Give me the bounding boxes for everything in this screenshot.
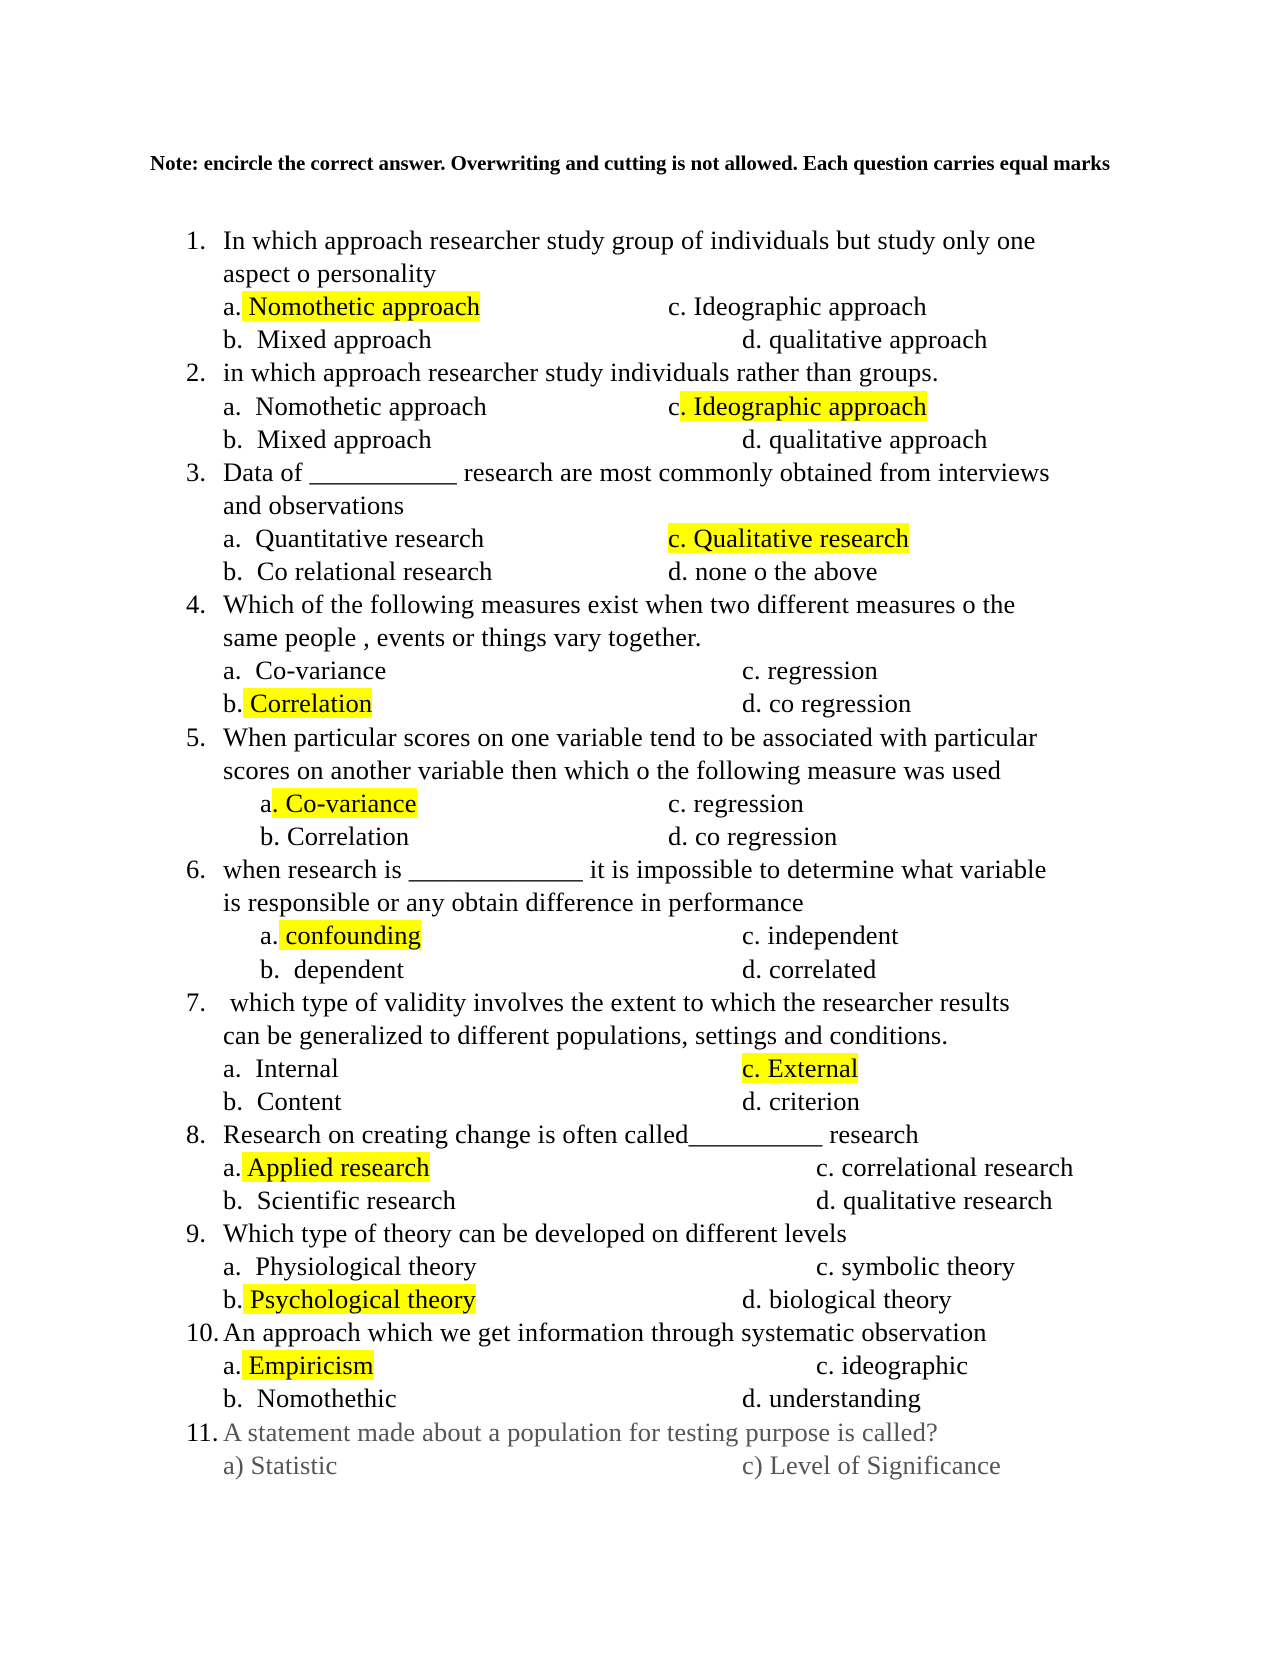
option-d: d. co regression: [668, 821, 838, 851]
option-c: c. correlational research: [816, 1152, 1074, 1182]
option-c: [742, 1052, 858, 1085]
option-a: [260, 787, 417, 820]
option-a-prefix: a.: [223, 1350, 242, 1380]
question-text-line-1: When particular scores on one variable tend to be associated with particular: [223, 722, 1038, 752]
correct-answer-highlight: . Co-variance: [271, 788, 417, 818]
question-text-line-2: aspect o personality: [223, 258, 437, 288]
question-text-line-1: which type of validity involves the extent to which the researcher results: [223, 987, 1010, 1017]
option-c: c) Level of Significance: [742, 1450, 1001, 1480]
question-number: 10.: [186, 1317, 220, 1347]
option-b: b. Mixed approach: [223, 324, 432, 354]
question-text-line-1: A statement made about a population for testing purpose is called?: [223, 1417, 938, 1447]
question-text-line-2: same people , events or things vary together.: [223, 622, 702, 652]
question-text-line-1: when research is _____________ it is impossible to determine what variable: [223, 854, 1047, 884]
option-a-prefix: a: [260, 788, 272, 818]
question-text-line-1: An approach which we get information through systematic observation: [223, 1317, 987, 1347]
question-text-line-1: In which approach researcher study group of individuals but study only one: [223, 225, 1036, 255]
option-b: b. Mixed approach: [223, 424, 432, 454]
question-number: 5.: [186, 722, 207, 752]
correct-answer-highlight: c. Qualitative research: [668, 523, 910, 553]
option-b-prefix: b.: [223, 688, 244, 718]
option-c: c. symbolic theory: [816, 1251, 1016, 1281]
option-d: d. co regression: [742, 688, 912, 718]
correct-answer-highlight: Applied research: [241, 1152, 430, 1182]
question-number: 8.: [186, 1119, 207, 1149]
correct-answer-highlight: Nomothetic approach: [241, 291, 481, 321]
option-a: [223, 290, 480, 323]
question-text-line-2: and observations: [223, 490, 405, 520]
question-number: 11.: [186, 1417, 219, 1447]
option-b-prefix: b.: [223, 1284, 244, 1314]
option-a: a. Nomothetic approach: [223, 391, 487, 421]
option-d: d. qualitative approach: [742, 424, 988, 454]
option-d: d. correlated: [742, 954, 877, 984]
option-a-prefix: a.: [223, 1152, 242, 1182]
question-number: 1.: [186, 225, 207, 255]
option-a: a. Quantitative research: [223, 523, 485, 553]
correct-answer-highlight: Psychological theory: [243, 1284, 476, 1314]
question-number: 4.: [186, 589, 207, 619]
option-c: c. ideographic: [816, 1350, 969, 1380]
option-a: a. Physiological theory: [223, 1251, 477, 1281]
option-b: b. Scientific research: [223, 1185, 457, 1215]
option-c: c. independent: [742, 920, 899, 950]
question-number: 7.: [186, 987, 207, 1017]
option-a: a) Statistic: [223, 1450, 338, 1480]
option-b: b. Nomothethic: [223, 1383, 397, 1413]
option-b: b. dependent: [260, 954, 404, 984]
correct-answer-highlight: c. External: [742, 1053, 859, 1083]
option-b: b. Co relational research: [223, 556, 493, 586]
option-b: [223, 1283, 476, 1316]
question-text-line-2: scores on another variable then which o the following measure was used: [223, 755, 1002, 785]
question-text-line-1: Research on creating change is often called__________ research: [223, 1119, 919, 1149]
question-number: 3.: [186, 457, 207, 487]
question-number: 2.: [186, 357, 207, 387]
option-c-prefix: c: [668, 391, 680, 421]
question-text-line-2: can be generalized to different populations, settings and conditions.: [223, 1020, 949, 1050]
option-d: d. biological theory: [742, 1284, 952, 1314]
question-text-line-1: in which approach researcher study individuals rather than groups.: [223, 357, 939, 387]
question-text-line-1: Which type of theory can be developed on different levels: [223, 1218, 847, 1248]
question-number: 6.: [186, 854, 207, 884]
correct-answer-highlight: Empiricism: [241, 1350, 374, 1380]
option-d: d. qualitative approach: [742, 324, 988, 354]
question-text-line-1: Which of the following measures exist when two different measures o the: [223, 589, 1016, 619]
question-text-line-2: is responsible or any obtain difference in performance: [223, 887, 804, 917]
option-a: a. Co-variance: [223, 655, 387, 685]
option-b: b. Content: [223, 1086, 342, 1116]
correct-answer-highlight: confounding: [278, 920, 422, 950]
option-a: [260, 919, 421, 952]
option-a: a. Internal: [223, 1053, 339, 1083]
option-d: d. understanding: [742, 1383, 922, 1413]
option-a-prefix: a.: [223, 291, 242, 321]
correct-answer-highlight: Correlation: [243, 688, 373, 718]
option-c: c. Ideographic approach: [668, 291, 927, 321]
option-a: [223, 1349, 374, 1382]
option-c: c. regression: [742, 655, 878, 685]
question-text-line-1: Data of ___________ research are most commonly obtained from interviews: [223, 457, 1050, 487]
option-c: [668, 390, 927, 423]
question-number: 9.: [186, 1218, 207, 1248]
option-a-prefix: a.: [260, 920, 279, 950]
option-c: [668, 522, 909, 555]
option-b: b. Correlation: [260, 821, 410, 851]
instructions-note: Note: encircle the correct answer. Overwriting and cutting is not allowed. Each question carries equal marks: [150, 151, 1110, 175]
option-d: d. criterion: [742, 1086, 861, 1116]
option-d: d. qualitative research: [816, 1185, 1053, 1215]
option-d: d. none o the above: [668, 556, 878, 586]
option-c: c. regression: [668, 788, 804, 818]
option-b: [223, 687, 372, 720]
correct-answer-highlight: . Ideographic approach: [679, 391, 927, 421]
option-a: [223, 1151, 430, 1184]
